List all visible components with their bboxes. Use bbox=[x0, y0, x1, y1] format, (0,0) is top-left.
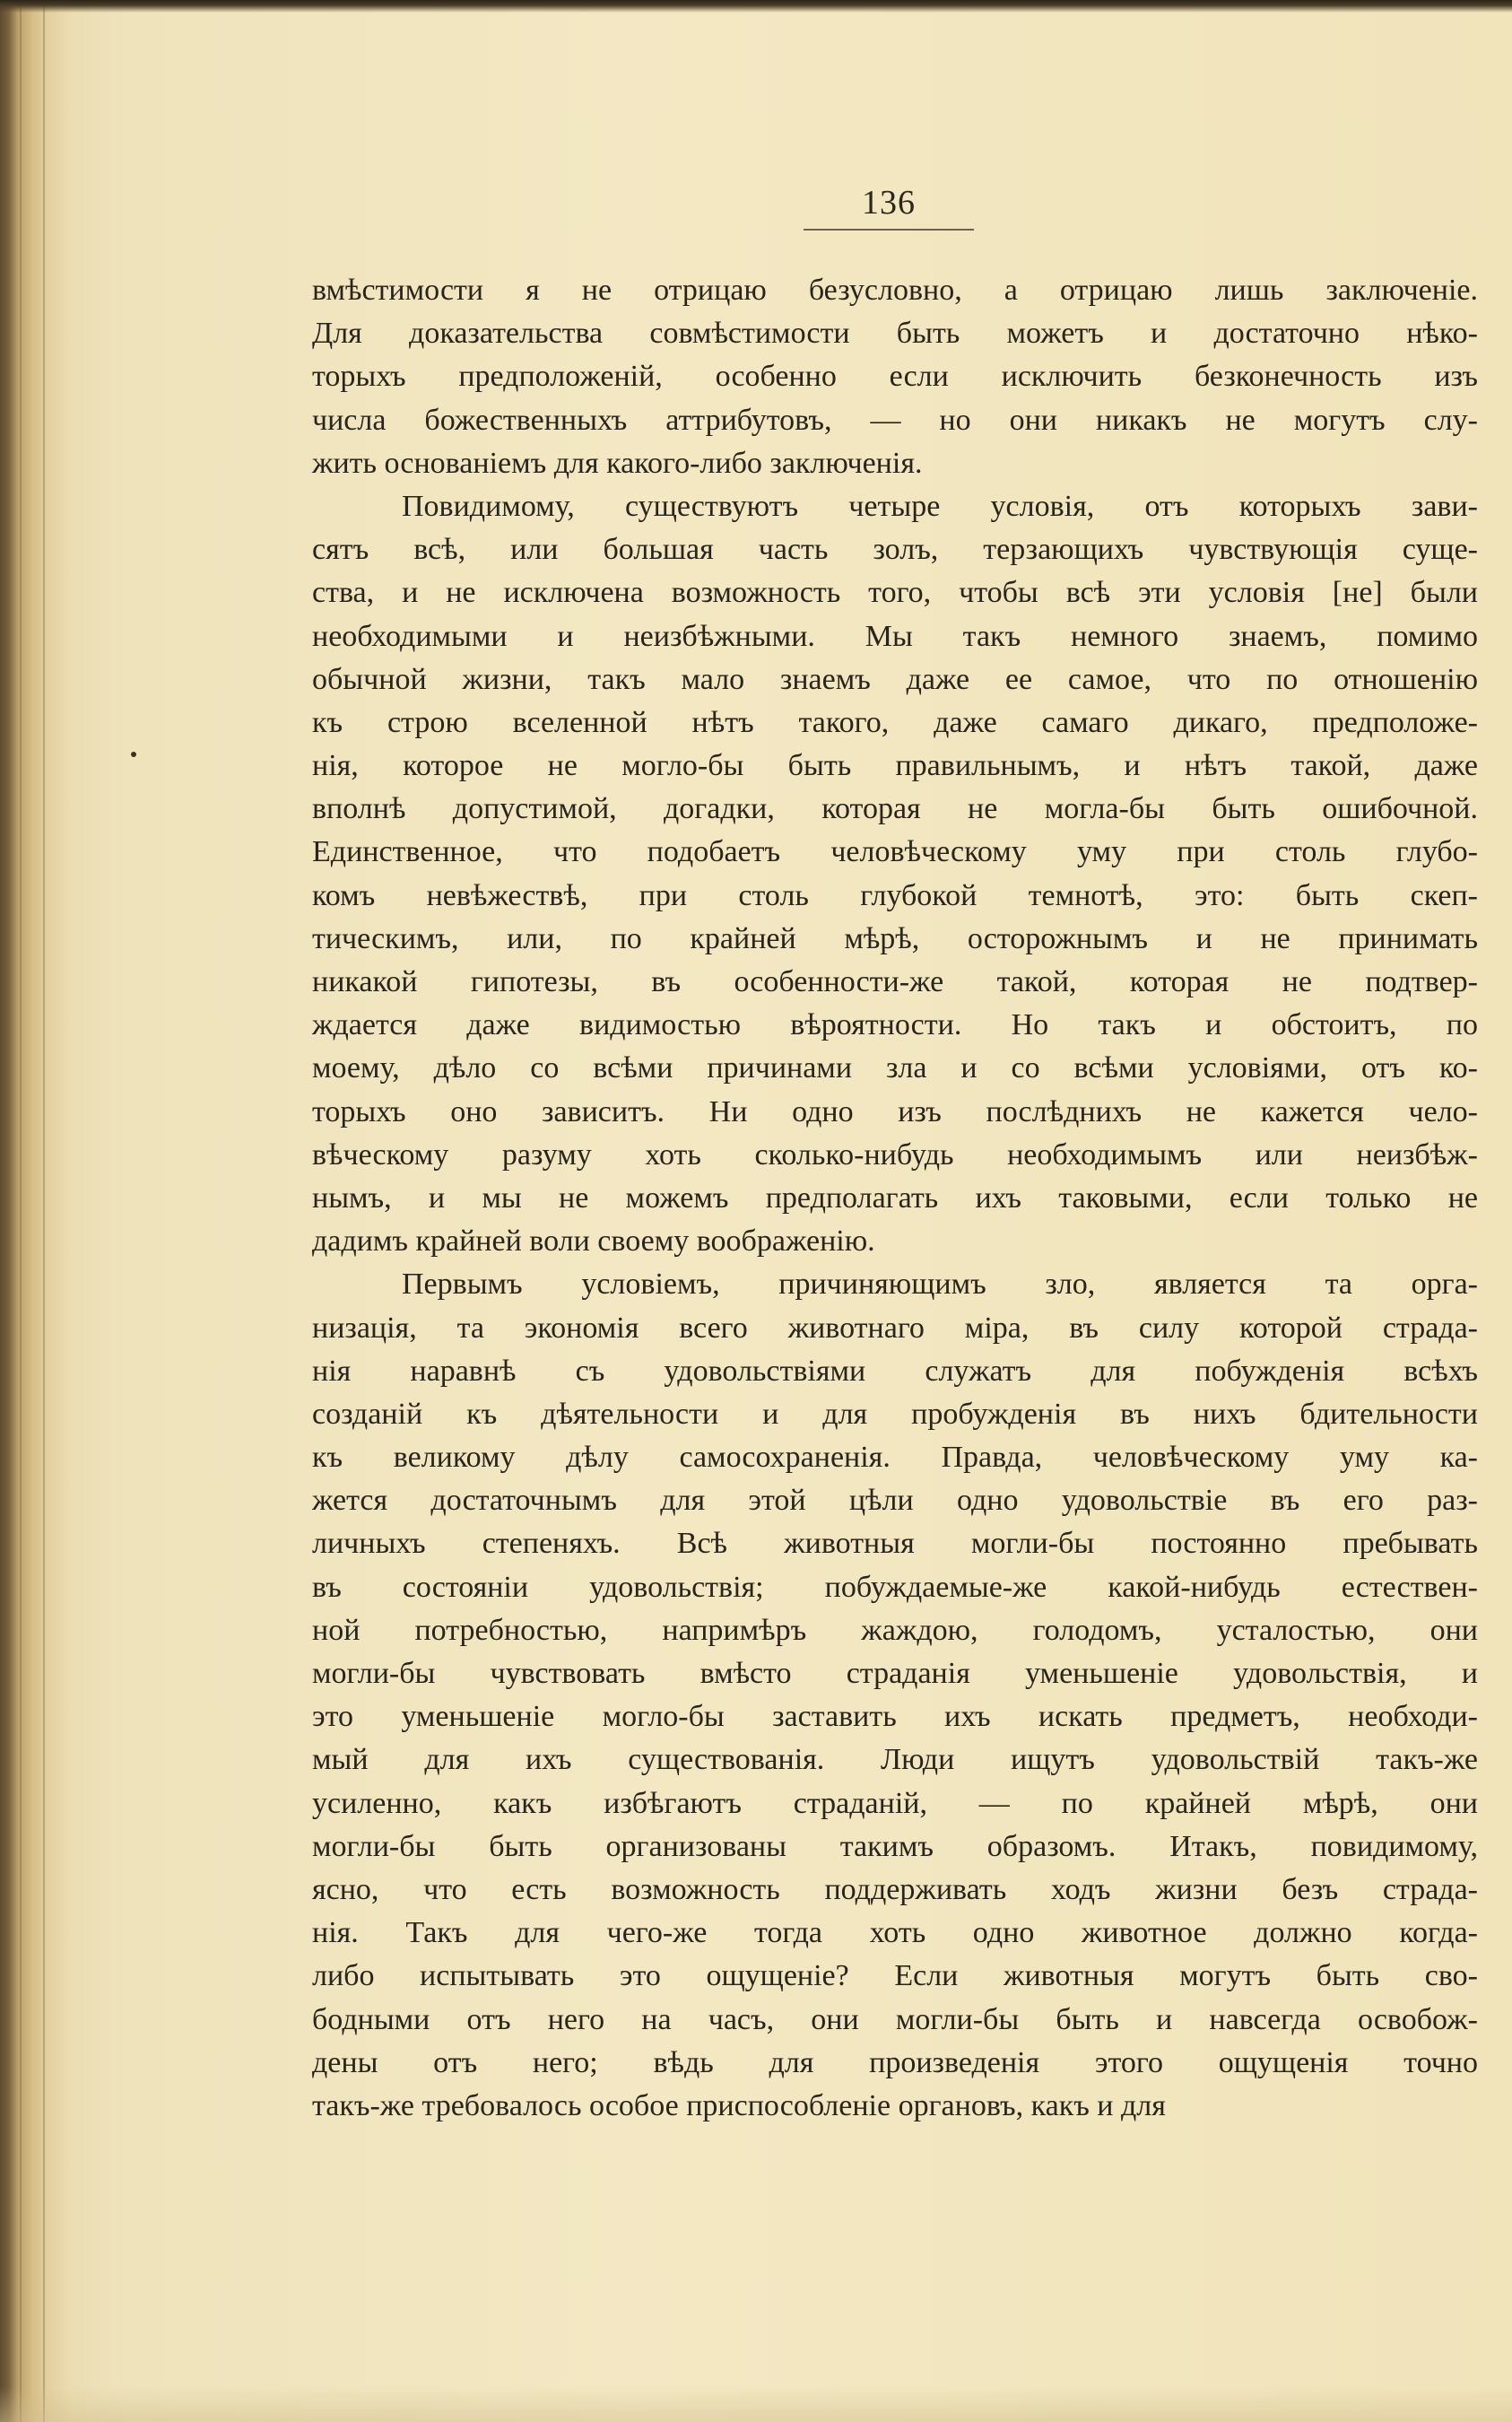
paragraph bbox=[312, 269, 1478, 485]
text-line: это уменьшеніе могло-бы заставить ихъ искать предметъ, необходи- bbox=[312, 1700, 1478, 1734]
text-line: личныхъ степеняхъ. Всѣ животныя могли-бы постоянно пребывать bbox=[312, 1527, 1478, 1561]
text-line: нія. Такъ для чего-же тогда хоть одно животное должно когда- bbox=[312, 1916, 1478, 1950]
text-line: Повидимому, существуютъ четыре условія, отъ которыхъ зави- bbox=[402, 489, 1478, 523]
page-top-edge bbox=[0, 0, 1512, 13]
text-line: ной потребностью, напримѣръ жаждою, голодомъ, усталостью, они bbox=[312, 1613, 1478, 1647]
text-line: къ строю вселенной нѣтъ такого, даже самаго дикаго, предположе- bbox=[312, 705, 1478, 739]
paragraph bbox=[312, 1263, 1478, 2128]
text-line: въ состояніи удовольствія; побуждаемые-же какой-нибудь естествен- bbox=[312, 1570, 1478, 1604]
page-number: 136 bbox=[862, 184, 916, 222]
paragraph bbox=[312, 485, 1478, 1263]
text-line: нія, которое не могло-бы быть правильнымъ, и нѣтъ такой, даже bbox=[312, 749, 1478, 783]
text-line: нымъ, и мы не можемъ предполагать ихъ таковыми, если только не bbox=[312, 1181, 1478, 1215]
text-line: сятъ всѣ, или большая часть золъ, терзающихъ чувствующія суще- bbox=[312, 533, 1478, 567]
text-line: низація, та экономія всего животнаго міра, въ силу которой страда- bbox=[312, 1311, 1478, 1345]
text-line: обычной жизни, такъ мало знаемъ даже ее самое, что по отношенію bbox=[312, 662, 1478, 696]
text-line: ства, и не исключена возможность того, чтобы всѣ эти условія [не] были bbox=[312, 576, 1478, 610]
text-line: бодными отъ него на часъ, они могли-бы быть и навсегда освобож- bbox=[312, 2002, 1478, 2036]
text-line: усиленно, какъ избѣгаютъ страданій, — по крайней мѣрѣ, они bbox=[312, 1786, 1478, 1820]
paper-speck bbox=[131, 752, 136, 757]
text-line: могли-бы чувствовать вмѣсто страданія уменьшеніе удовольствія, и bbox=[312, 1657, 1478, 1690]
text-line: торыхъ предположеній, особенно если исключить безконечность изъ bbox=[312, 360, 1478, 394]
text-line: созданій къ дѣятельности и для пробужденія въ нихъ бдительности bbox=[312, 1397, 1478, 1431]
text-line: комъ невѣжествѣ, при столь глубокой темнотѣ, это: быть скеп- bbox=[312, 878, 1478, 912]
text-line: вполнѣ допустимой, догадки, которая не могла-бы быть ошибочной. bbox=[312, 792, 1478, 826]
text-line: моему, дѣло со всѣми причинами зла и со всѣми условіями, отъ ко- bbox=[312, 1051, 1478, 1085]
page-bottom-edge bbox=[0, 2386, 1512, 2422]
text-line: Единственное, что подобаетъ человѣческому уму при столь глубо- bbox=[312, 835, 1478, 869]
text-line: могли-бы быть организованы такимъ образомъ. Итакъ, повидимому, bbox=[312, 1829, 1478, 1863]
page-number-rule bbox=[804, 229, 974, 231]
text-line: Первымъ условіемъ, причиняющимъ зло, является та орга- bbox=[402, 1268, 1478, 1302]
text-line: никакой гипотезы, въ особенности-же такой, которая не подтвер- bbox=[312, 965, 1478, 998]
text-line: вмѣстимости я не отрицаю безусловно, а отрицаю лишь заключеніе. bbox=[312, 274, 1478, 307]
text-line: числа божественныхъ аттрибутовъ, — но они никакъ не могутъ слу- bbox=[312, 403, 1478, 437]
text-line: необходимыми и неизбѣжными. Мы такъ немного знаемъ, помимо bbox=[312, 619, 1478, 653]
text-line: вѣческому разуму хоть сколько-нибудь необходимымъ или неизбѣж- bbox=[312, 1137, 1478, 1172]
body-text bbox=[312, 269, 1478, 2128]
text-line: такъ-же требовалось особое приспособленіе органовъ, какъ и для bbox=[312, 2088, 1166, 2122]
text-line: жется достаточнымъ для этой цѣли одно удовольствіе въ его раз- bbox=[312, 1484, 1478, 1518]
spine-crease bbox=[43, 0, 45, 2422]
text-line: дены отъ него; вѣдь для произведенія этого ощущенія точно bbox=[312, 2045, 1478, 2079]
text-line: Для доказательства совмѣстимости быть можетъ и достаточно нѣко- bbox=[312, 317, 1478, 351]
book-spine bbox=[0, 0, 70, 2422]
text-line: торыхъ оно зависитъ. Ни одно изъ послѣднихъ не кажется чело- bbox=[312, 1094, 1478, 1128]
spine-crease bbox=[20, 0, 22, 2422]
text-line: ясно, что есть возможность поддерживать ходъ жизни безъ страда- bbox=[312, 1872, 1478, 1906]
text-line: нія наравнѣ съ удовольствіями служатъ для побужденія всѣхъ bbox=[312, 1354, 1478, 1388]
text-line: тическимъ, или, по крайней мѣрѣ, осторожнымъ и не принимать bbox=[312, 921, 1478, 955]
text-line: мый для ихъ существованія. Люди ищутъ удовольствій такъ-же bbox=[312, 1743, 1478, 1777]
text-line: жить основаніемъ для какого-либо заключенія. bbox=[312, 446, 923, 480]
text-line: къ великому дѣлу самосохраненія. Правда, человѣческому уму ка- bbox=[312, 1441, 1478, 1475]
text-line: дадимъ крайней воли своему воображенію. bbox=[312, 1224, 875, 1259]
text-line: ждается даже видимостью вѣроятности. Но такъ и обстоитъ, по bbox=[312, 1008, 1478, 1042]
text-line: либо испытывать это ощущеніе? Если животныя могутъ быть сво- bbox=[312, 1959, 1478, 1993]
